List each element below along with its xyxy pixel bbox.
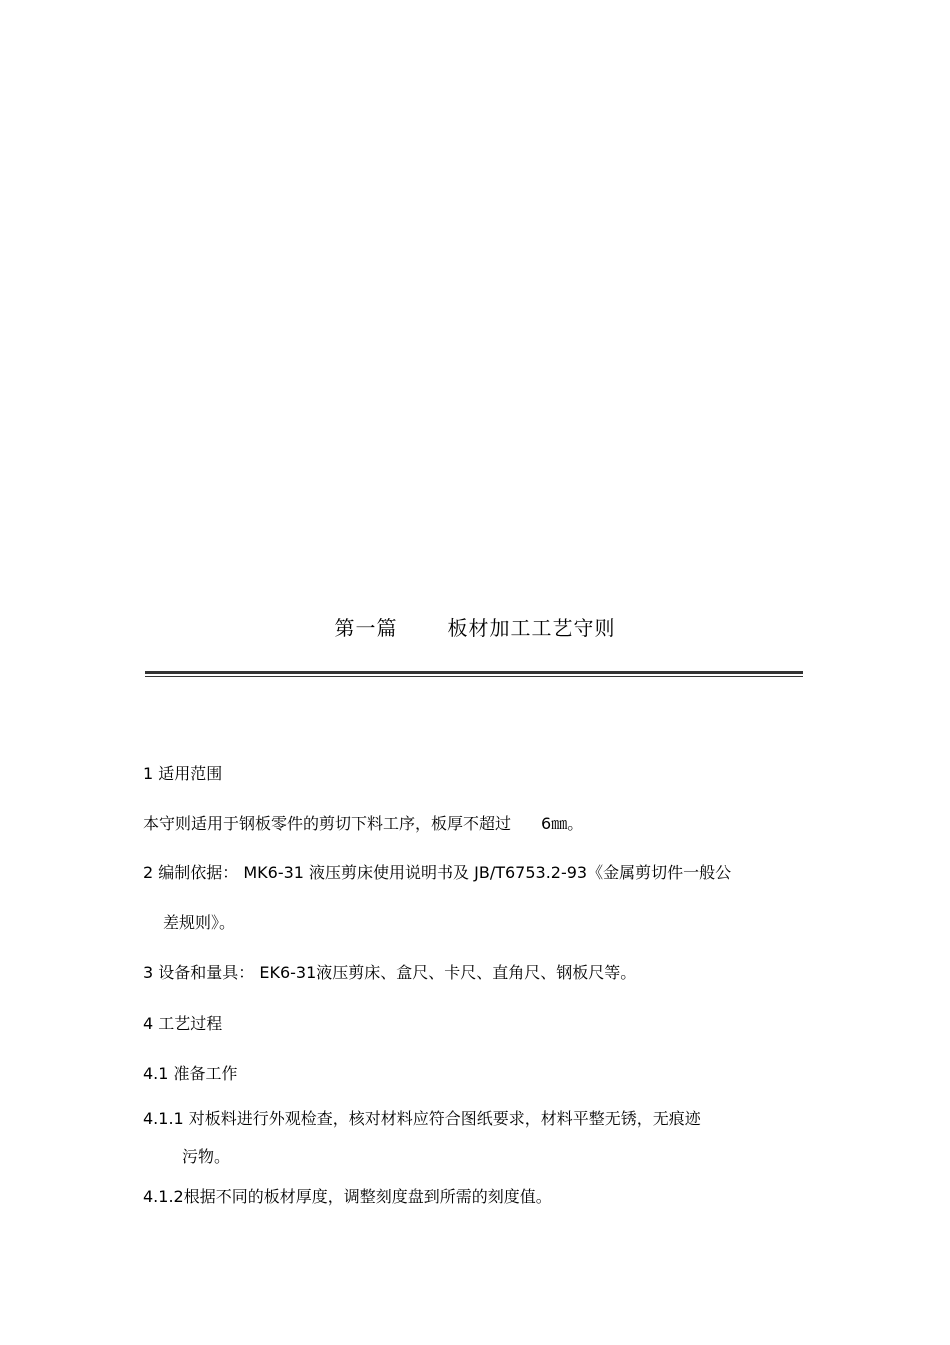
section-4-1-1: 4.1.1 对板料进行外观检查，核对材料应符合图纸要求，材料平整无锈，无痕迹	[143, 1109, 701, 1128]
section-1-heading: 1 适用范围	[143, 764, 223, 783]
section-4-heading: 4 工艺过程	[143, 1014, 223, 1033]
section-1-body	[143, 813, 583, 835]
section-4-1-2: 4.1.2根据不同的板材厚度，调整刻度盘到所需的刻度值。	[143, 1187, 552, 1206]
section-2-continuation: 差规则》。	[163, 913, 236, 932]
title-part: 第一篇	[334, 616, 398, 640]
section-4-1-1-continuation: 污物。	[182, 1147, 231, 1166]
title-rule-thin	[145, 676, 803, 677]
section-3: 3 设备和量具： EK6-31液压剪床、盒尺、卡尺、直角尺、钢板尺等。	[143, 963, 637, 982]
document-title	[0, 612, 950, 641]
section-1-body-value: 6㎜。	[541, 814, 584, 833]
section-1-body-text: 本守则适用于钢板零件的剪切下料工序，板厚不超过	[143, 814, 512, 833]
title-main: 板材加工工艺守则	[447, 616, 616, 640]
title-rule-thick	[145, 671, 803, 674]
section-2: 2 编制依据： MK6-31 液压剪床使用说明书及 JB/T6753.2-93《金属剪切件一般公	[143, 863, 732, 882]
section-4-1-heading: 4.1 准备工作	[143, 1064, 238, 1083]
